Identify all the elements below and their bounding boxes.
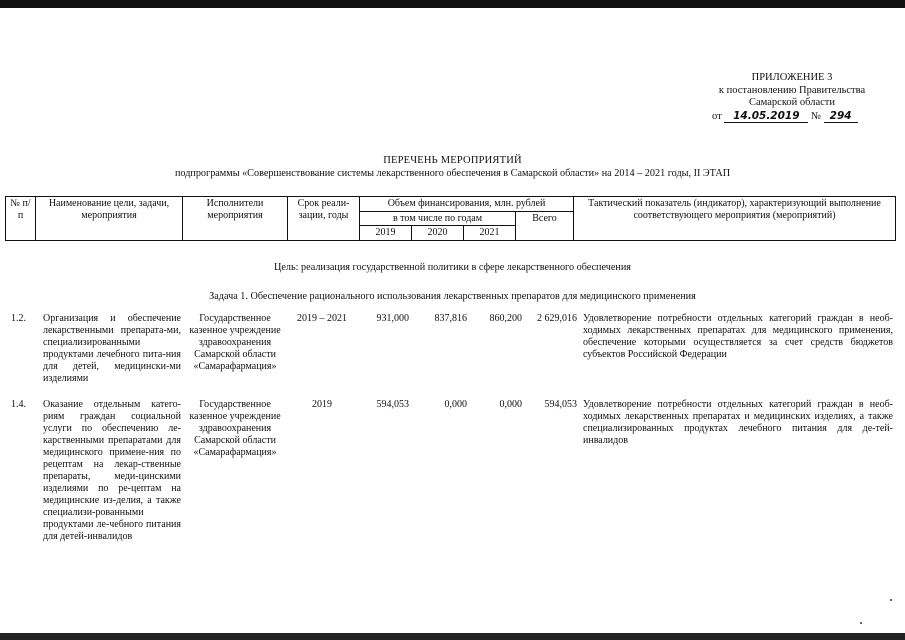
- row-executor: Государственное казенное учреждение здравоохранения Самарской области «Самарафармация»: [189, 399, 281, 458]
- header-by-years: в том числе по годам: [360, 211, 516, 226]
- header-year: 2019: [360, 226, 412, 241]
- row-value-2020: 837,816: [434, 313, 467, 324]
- appendix-line: к постановлению Правительства: [718, 84, 866, 96]
- header-financing: Объем финансирования, млн. рублей: [360, 197, 574, 212]
- row-term: 2019 – 2021: [297, 313, 347, 324]
- row-value-2019: 594,053: [376, 399, 409, 410]
- row-number: 1.2.: [11, 313, 26, 324]
- row-value-total: 594,053: [544, 399, 577, 410]
- row-activity-name: Оказание отдельным катего-риям граждан социальной услуги по обеспечению ле-карственными препаратами для медицинского примене-ния по рецептам на лекар-ственные препараты, меди-цинскими изделиями по ре-цептам на медицинские из-делия, а также специализи-рованными продуктами ле-чебного питания для детей-инвалидов: [43, 399, 181, 542]
- scan-top-border: [0, 0, 905, 8]
- handwritten-date: 14.05.2019: [724, 110, 808, 124]
- scan-speck: [860, 622, 862, 624]
- document-title: ПЕРЕЧЕНЬ МЕРОПРИЯТИЙ: [383, 155, 522, 166]
- header-year: 2021: [464, 226, 516, 241]
- row-value-total: 2 629,016: [537, 313, 577, 324]
- row-number: 1.4.: [11, 399, 26, 410]
- appendix-line: Самарской области: [749, 97, 835, 109]
- header-executors: Исполнители мероприятия: [183, 197, 288, 241]
- number-prefix: №: [810, 110, 821, 122]
- handwritten-number: 294: [824, 110, 858, 124]
- header-name: Наименование цели, задачи, мероприятия: [36, 197, 183, 241]
- header-total: Всего: [516, 211, 574, 240]
- row-value-2019: 931,000: [376, 313, 409, 324]
- goal-heading: Цель: реализация государственной политики в сфере лекарственного обеспечения: [273, 262, 631, 273]
- scan-bottom-border: [0, 633, 905, 640]
- row-term: 2019: [312, 399, 332, 410]
- header-term: Срок реали-зации, годы: [288, 197, 360, 241]
- row-value-2021: 0,000: [499, 399, 522, 410]
- row-activity-name: Организация и обеспечение лекарственными препарата-ми, специализированными продуктами лечебного пита-ния для детей, медицински-ми изделиями: [43, 313, 181, 384]
- row-indicator: Удовлетворение потребности отдельных категорий граждан в необ-ходимых лекарственных препаратах для медицинского применения, обеспечение которыми осуществляется за счет средств бюджетов субъектов Российской Федерации: [583, 313, 893, 360]
- row-indicator: Удовлетворение потребности отдельных категорий граждан в необ-ходимых лекарственных препаратах и медицинских изделиях, а также специализированных продуктах лечебного питания для де-тей-инвалидов: [583, 399, 893, 446]
- appendix-block: [712, 72, 872, 123]
- header-num: № п/п: [6, 197, 36, 241]
- row-executor: Государственное казенное учреждение здравоохранения Самарской области «Самарафармация»: [189, 313, 281, 372]
- document-subtitle: подпрограммы «Совершенствование системы лекарственного обеспечения в Самарской области» на 2014 – 2021 годы, II ЭТАП: [174, 168, 731, 179]
- header-indicator: Тактический показатель (индикатор), характеризующий выполнение соответствующего мероприятия (мероприятий): [574, 197, 896, 241]
- task-heading: Задача 1. Обеспечение рационального использования лекарственных препаратов для медицинского применения: [209, 291, 696, 302]
- appendix-title: ПРИЛОЖЕНИЕ 3: [751, 72, 833, 83]
- appendix-date-line: [712, 110, 872, 124]
- row-value-2020: 0,000: [444, 399, 467, 410]
- header-year: 2020: [412, 226, 464, 241]
- row-value-2021: 860,200: [489, 313, 522, 324]
- date-prefix: от: [712, 110, 722, 122]
- table-header: [5, 196, 896, 241]
- scan-speck: [890, 599, 892, 601]
